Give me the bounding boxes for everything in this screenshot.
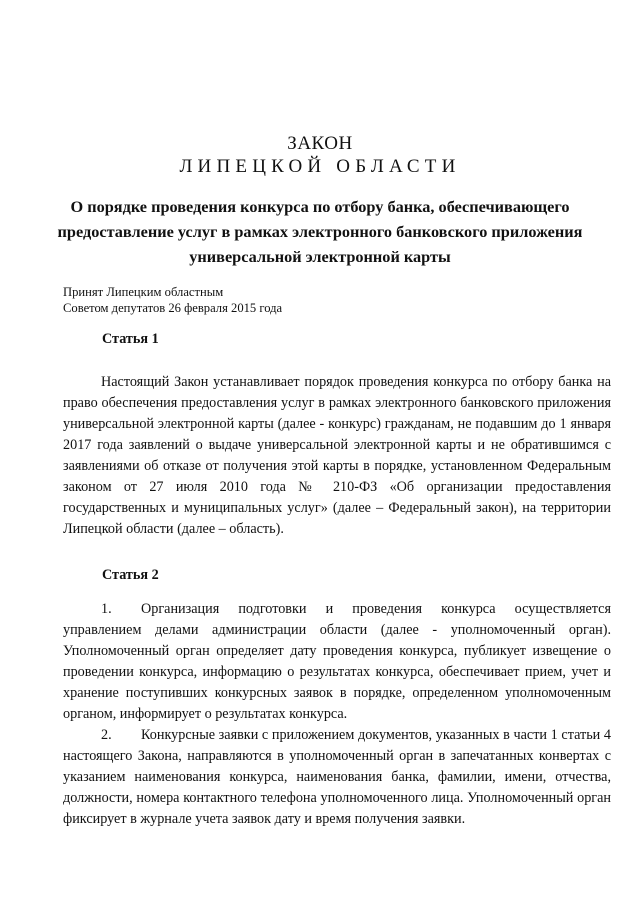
article-2-body (63, 599, 611, 830)
adoption-line-2: Советом депутатов 26 февраля 2015 года (63, 301, 283, 315)
article-1-paragraph: Настоящий Закон устанавливает порядок проведения конкурса по отбору банка на право обеспечения предоставления услуг в рамках электронного банковского приложения универсальной электронной карты (далее - конкурс) гражданам, не подавшим до 1 января 2017 года заявлений о выдаче универсальной электронной карты и не обратившимся с заявлениями об отказе от получения этой карты в порядке, установленном Федеральным законом от 27 июля 2010 года № 210-ФЗ «Об организации предоставления государственных и муниципальных услуг» (далее – Федеральный закон), на территории Липецкой области (далее – область). (63, 374, 611, 537)
item-number: 1. (101, 601, 112, 617)
article-1-body (63, 372, 611, 540)
article-2-item-2 (63, 725, 611, 830)
adoption-line-1: Принят Липецким областным (63, 285, 224, 299)
document-type: ЗАКОН (287, 133, 353, 154)
article-1-heading: Статья 1 (102, 331, 159, 347)
law-title: О порядке проведения конкурса по отбору банка, обеспечивающего предоставление услуг в рамках электронного банковского приложения универсальной электронной карты (57, 197, 583, 266)
region-name: ЛИПЕЦКОЙ ОБЛАСТИ (179, 156, 461, 177)
article-2-item-1 (63, 599, 611, 725)
article-2-heading: Статья 2 (102, 567, 159, 583)
item-text: Конкурсные заявки с приложением документов, указанных в части 1 статьи 4 настоящего Закона, направляются в уполномоченный орган в запечатанных конвертах с указанием наименования конкурса, наименования банка, фамилии, имени, отчества, должности, номера контактного телефона уполномоченного лица. Уполномоченный орган фиксирует в журнале учета заявок дату и время получения заявки. (63, 727, 611, 827)
item-number: 2. (101, 727, 112, 743)
adoption-note (63, 284, 282, 316)
item-text: Организация подготовки и проведения конкурса осуществляется управлением делами администрации области (далее - уполномоченный орган). Уполномоченный орган определяет дату проведения конкурса, публикует извещение о проведении конкурса, информацию о результатах конкурса, обеспечивает прием, учет и хранение поступивших конкурсных заявок в порядке, определенном уполномоченным органом, информирует о результатах конкурса. (63, 601, 611, 722)
